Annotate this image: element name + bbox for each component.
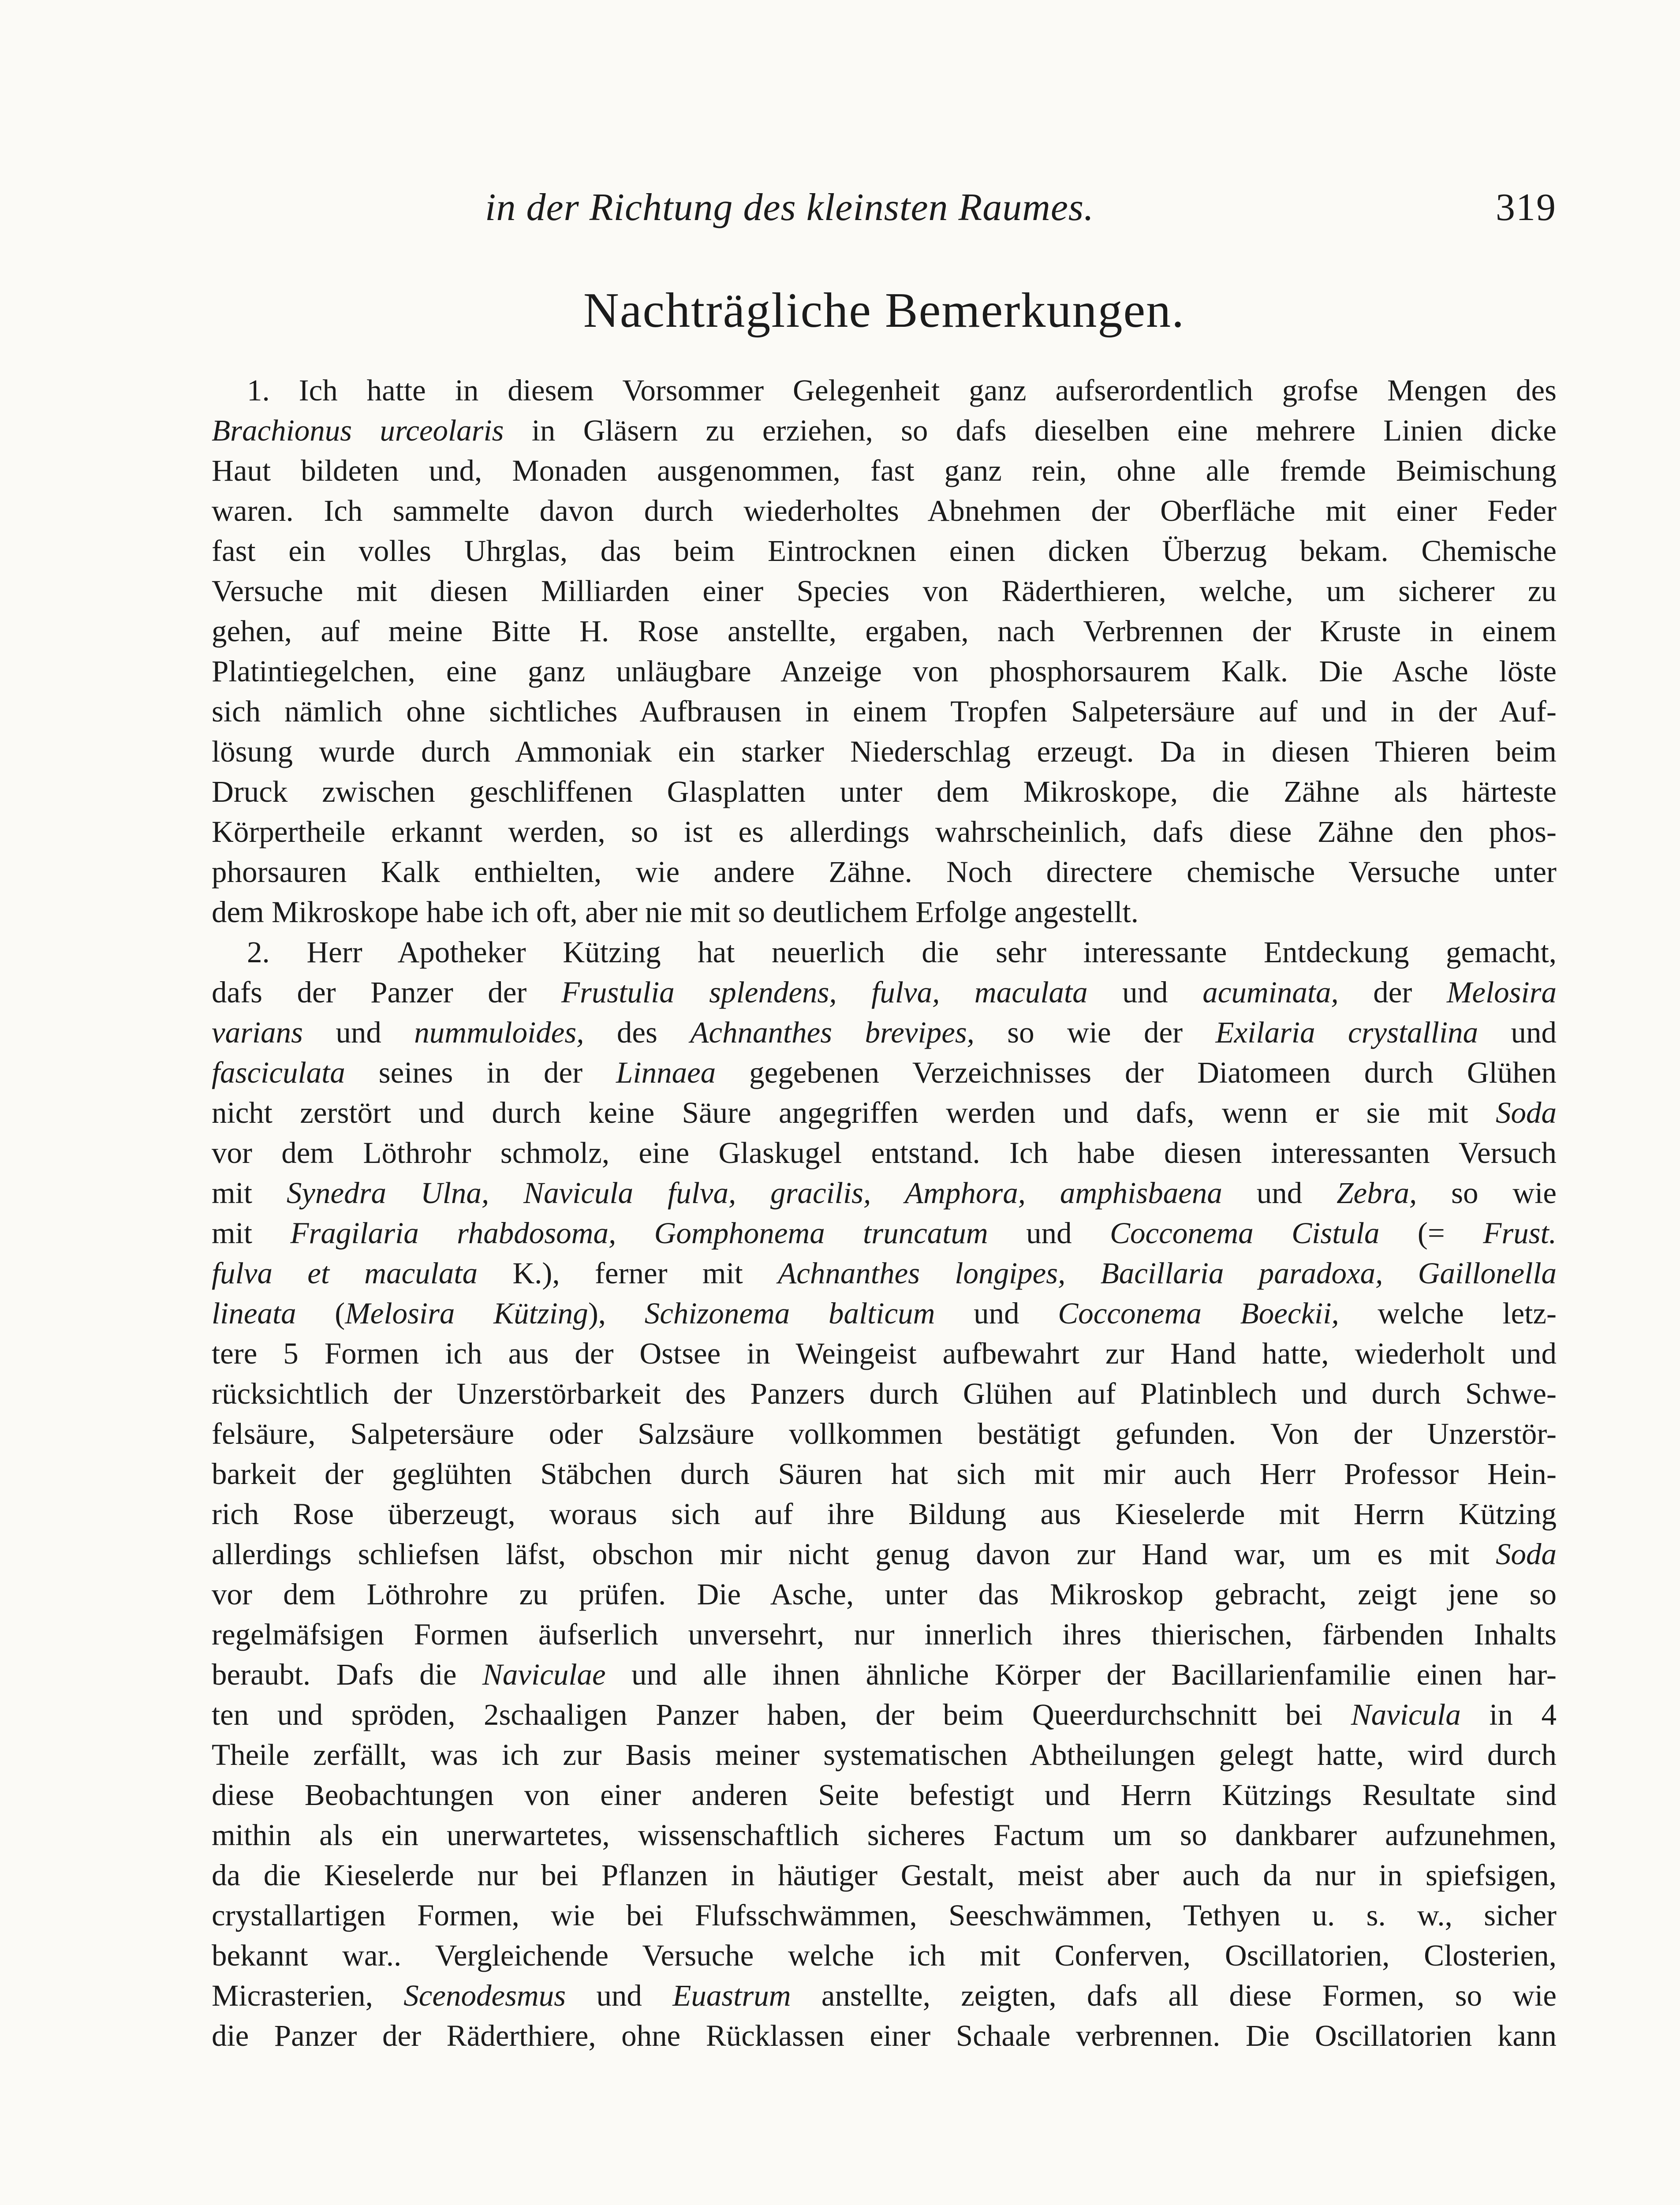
text-line: [212, 892, 1557, 932]
text-segment: des: [584, 1016, 691, 1049]
text-line: [212, 1695, 1557, 1735]
italic-term: Navicula: [1351, 1698, 1461, 1731]
text-segment: die Panzer der Räderthiere, ohne Rücklassen einer Schaale verbrennen. Die Oscillatorien kann: [212, 2019, 1557, 2052]
text-segment: und: [566, 1979, 673, 2012]
section-heading: Nachträgliche Bemerkungen.: [583, 283, 1185, 338]
text-segment: anstellte, zeigten, dafs all diese Formen, so wie: [791, 1979, 1557, 2012]
italic-term: Melosira Kützing: [345, 1297, 588, 1330]
text-line: [212, 1293, 1557, 1334]
text-line: [212, 772, 1557, 812]
italic-term: Scenodesmus: [403, 1979, 566, 2012]
text-line: [212, 852, 1557, 892]
text-segment: rich Rose überzeugt, woraus sich auf ihre Bildung aus Kieselerde mit Herrn Kützing: [212, 1497, 1557, 1531]
text-segment: 2. Herr Apotheker Kützing hat neuerlich die sehr interessante Entdeckung gemacht,: [247, 935, 1557, 969]
text-line: [212, 1735, 1557, 1775]
text-line: [212, 1093, 1557, 1133]
italic-term: Frustulia splendens, fulva, maculata: [561, 975, 1088, 1009]
text-line: [212, 1173, 1557, 1213]
text-segment: Haut bildeten und, Monaden ausgenommen, fast ganz rein, ohne alle fremde Beimischung: [212, 454, 1557, 487]
text-segment: (=: [1379, 1216, 1483, 1250]
text-segment: barkeit der geglühten Stäbchen durch Säuren hat sich mit mir auch Herr Professor Hein-: [212, 1457, 1557, 1491]
italic-term: Naviculae: [482, 1658, 606, 1691]
text-segment: und: [1478, 1016, 1557, 1049]
text-line: [212, 411, 1557, 451]
text-line: [212, 812, 1557, 852]
text-segment: nicht zerstört und durch keine Säure angegriffen werden und dafs, wenn er sie mit: [212, 1096, 1496, 1129]
text-segment: in 4: [1460, 1698, 1557, 1731]
text-line: [212, 1936, 1557, 1976]
text-segment: so wie der: [974, 1016, 1216, 1049]
italic-term: Soda: [1496, 1096, 1557, 1129]
italic-term: varians: [212, 1016, 303, 1049]
text-segment: vor dem Löthrohre zu prüfen. Die Asche, unter das Mikroskop gebracht, zeigt jene so: [212, 1577, 1557, 1611]
text-segment: ten und spröden, 2schaaligen Panzer haben, der beim Queerdurchschnitt bei: [212, 1698, 1351, 1731]
text-line: [212, 2016, 1557, 2056]
text-segment: gegebenen Verzeichnisses der Diatomeen durch Glühen: [716, 1056, 1557, 1089]
text-line: [212, 1655, 1557, 1695]
text-segment: sich nämlich ohne sichtliches Aufbrausen in einem Tropfen Salpetersäure auf und in der Auf-: [212, 695, 1557, 728]
text-line: [212, 1815, 1557, 1855]
text-segment: tere 5 Formen ich aus der Ostsee in Weingeist aufbewahrt zur Hand hatte, wiederholt und: [212, 1337, 1557, 1370]
text-line: [212, 972, 1557, 1013]
italic-term: nummuloides,: [414, 1016, 584, 1049]
italic-term: Zebra,: [1337, 1176, 1417, 1210]
text-line: [212, 932, 1557, 972]
italic-term: fasciculata: [212, 1056, 345, 1089]
text-line: [212, 491, 1557, 531]
page-number: 319: [1496, 186, 1557, 229]
text-line: [212, 611, 1557, 651]
text-segment: felsäure, Salpetersäure oder Salzsäure vollkommen bestätigt gefunden. Von der Unzerstör-: [212, 1417, 1557, 1450]
text-segment: welche letz-: [1339, 1297, 1557, 1330]
text-line: [212, 732, 1557, 772]
text-segment: (: [296, 1297, 345, 1330]
text-segment: regelmäfsigen Formen äufserlich unversehrt, nur innerlich ihres thierischen, färbenden Inhalts: [212, 1618, 1557, 1651]
text-segment: Platintiegelchen, eine ganz unläugbare Anzeige von phosphorsaurem Kalk. Die Asche löste: [212, 654, 1557, 688]
text-line: [212, 1895, 1557, 1936]
text-line: [212, 1374, 1557, 1414]
text-segment: und alle ihnen ähnliche Körper der Bacillarienfamilie einen har-: [605, 1658, 1557, 1691]
text-segment: bekannt war.. Vergleichende Versuche welche ich mit Conferven, Oscillatorien, Closterien,: [212, 1939, 1557, 1972]
text-segment: dem Mikroskope habe ich oft, aber nie mit so deutlichem Erfolge angestellt.: [212, 895, 1139, 929]
text-segment: allerdings schliefsen läfst, obschon mir nicht genug davon zur Hand war, um es mit: [212, 1537, 1496, 1571]
text-segment: dafs der Panzer der: [212, 975, 561, 1009]
italic-term: Soda: [1496, 1537, 1557, 1571]
text-line: [212, 1574, 1557, 1615]
italic-term: acuminata,: [1202, 975, 1339, 1009]
text-segment: und: [1087, 975, 1203, 1009]
running-head: [212, 185, 1557, 251]
text-segment: und: [988, 1216, 1110, 1250]
italic-term: lineata: [212, 1297, 296, 1330]
italic-term: Achnanthes brevipes,: [690, 1016, 974, 1049]
text-segment: der: [1338, 975, 1447, 1009]
text-segment: phorsauren Kalk enthielten, wie andere Zähne. Noch directere chemische Versuche unter: [212, 855, 1557, 889]
text-segment: und: [1222, 1176, 1337, 1210]
italic-term: Fragilaria rhabdosoma, Gomphonema truncatum: [290, 1216, 988, 1250]
text-segment: beraubt. Dafs die: [212, 1658, 482, 1691]
text-segment: so wie: [1417, 1176, 1557, 1210]
text-segment: Micrasterien,: [212, 1979, 404, 2012]
text-line: [212, 1855, 1557, 1895]
running-title: in der Richtung des kleinsten Raumes.: [485, 186, 1094, 229]
text-line: [212, 1615, 1557, 1655]
text-segment: K.), ferner mit: [478, 1256, 778, 1290]
text-segment: Körpertheile erkannt werden, so ist es allerdings wahrscheinlich, dafs diese Zähne den phos-: [212, 815, 1557, 848]
text-segment: und: [303, 1016, 414, 1049]
text-line: [212, 1454, 1557, 1494]
italic-term: Achnanthes longipes, Bacillaria paradoxa, Gaillonella: [778, 1256, 1557, 1290]
italic-term: Cocconema Cistula: [1110, 1216, 1380, 1250]
italic-term: Schizonema balticum: [644, 1297, 935, 1330]
text-line: [212, 1494, 1557, 1534]
text-line: [212, 1334, 1557, 1374]
text-line: [212, 370, 1557, 411]
text-line: [212, 531, 1557, 571]
text-segment: waren. Ich sammelte davon durch wiederholtes Abnehmen der Oberfläche mit einer Feder: [212, 494, 1557, 527]
text-segment: und: [935, 1297, 1058, 1330]
text-line: [212, 1775, 1557, 1815]
text-line: [212, 571, 1557, 611]
text-line: [212, 1133, 1557, 1173]
text-segment: rücksichtlich der Unzerstörbarkeit des Panzers durch Glühen auf Platinblech und durch Schwe-: [212, 1377, 1557, 1410]
text-segment: seines in der: [345, 1056, 616, 1089]
text-segment: Theile zerfällt, was ich zur Basis meiner systematischen Abtheilungen gelegt hatte, wird durch: [212, 1738, 1557, 1771]
text-segment: ),: [588, 1297, 645, 1330]
text-segment: lösung wurde durch Ammoniak ein starker Niederschlag erzeugt. Da in diesen Thieren beim: [212, 735, 1557, 768]
text-segment: gehen, auf meine Bitte H. Rose anstellte, ergaben, nach Verbrennen der Kruste in einem: [212, 614, 1557, 648]
italic-term: Cocconema Boeckii,: [1058, 1297, 1339, 1330]
text-segment: crystallartigen Formen, wie bei Flufsschwämmen, Seeschwämmen, Tethyen u. s. w., sicher: [212, 1899, 1557, 1932]
italic-term: Linnaea: [616, 1056, 716, 1089]
text-segment: da die Kieselerde nur bei Pflanzen in häutiger Gestalt, meist aber auch da nur in spiefsigen,: [212, 1858, 1557, 1892]
italic-term: Euastrum: [672, 1979, 791, 2012]
text-segment: in Gläsern zu erziehen, so dafs dieselben eine mehrere Linien dicke: [504, 414, 1557, 447]
text-line: [212, 1976, 1557, 2016]
text-line: [212, 1414, 1557, 1454]
text-segment: mit: [212, 1176, 287, 1210]
text-segment: Druck zwischen geschliffenen Glasplatten unter dem Mikroskope, die Zähne als härteste: [212, 775, 1557, 808]
text-line: [212, 1013, 1557, 1053]
text-line: [212, 1213, 1557, 1253]
italic-term: Melosira: [1446, 975, 1557, 1009]
text-segment: vor dem Löthrohr schmolz, eine Glaskugel entstand. Ich habe diesen interessanten Versuch: [212, 1136, 1557, 1170]
italic-term: Exilaria crystallina: [1215, 1016, 1478, 1049]
text-line: [212, 1053, 1557, 1093]
body-text: [212, 370, 1557, 2056]
text-segment: mit: [212, 1216, 291, 1250]
italic-term: Frust.: [1483, 1216, 1557, 1250]
text-segment: Versuche mit diesen Milliarden einer Species von Räderthieren, welche, um sicherer zu: [212, 574, 1557, 608]
italic-term: Synedra Ulna, Navicula fulva, gracilis, Amphora, amphisbaena: [286, 1176, 1222, 1210]
text-line: [212, 451, 1557, 491]
text-line: [212, 1253, 1557, 1293]
text-segment: 1. Ich hatte in diesem Vorsommer Gelegenheit ganz aufserordentlich grofse Mengen des: [247, 374, 1557, 407]
text-segment: fast ein volles Uhrglas, das beim Eintrocknen einen dicken Überzug bekam. Chemische: [212, 534, 1557, 568]
text-line: [212, 651, 1557, 691]
text-segment: diese Beobachtungen von einer anderen Seite befestigt und Herrn Kützings Resultate sind: [212, 1778, 1557, 1812]
italic-term: Brachionus urceolaris: [212, 414, 504, 447]
text-line: [212, 1534, 1557, 1574]
text-line: [212, 691, 1557, 732]
italic-term: fulva et maculata: [212, 1256, 478, 1290]
text-segment: mithin als ein unerwartetes, wissenschaftlich sicheres Factum um so dankbarer aufzunehmen,: [212, 1818, 1557, 1852]
